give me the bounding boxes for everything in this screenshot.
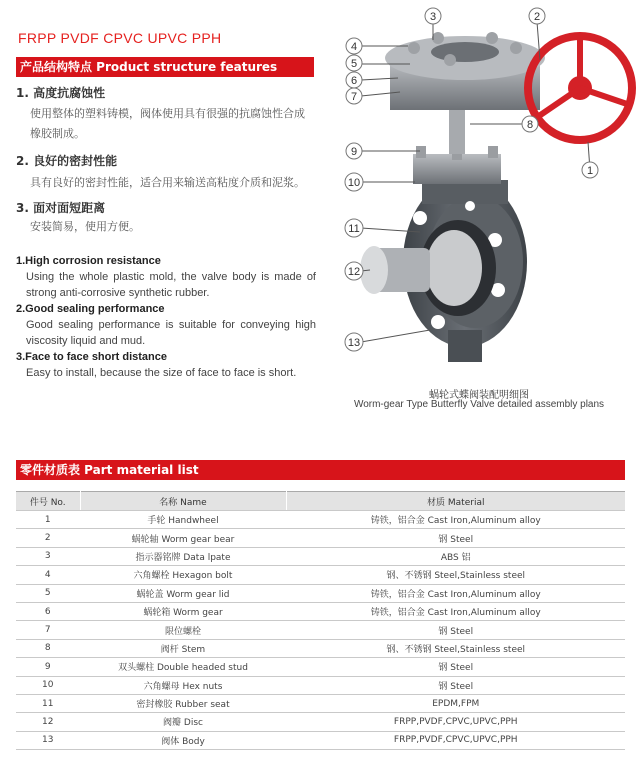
callout-7: 7 (350, 91, 358, 103)
callout-13: 13 (347, 337, 361, 349)
part-material: 铸铁，铝合金 Cast Iron,Aluminum alloy (286, 511, 625, 529)
callout-1: 1 (586, 165, 594, 177)
table-row (16, 511, 625, 529)
part-no: 11 (16, 694, 80, 712)
table-row (16, 621, 625, 639)
part-name: 指示器铭牌 Data lpate (80, 547, 286, 565)
parts-table (16, 491, 625, 750)
part-material: 铸铁，铝合金 Cast Iron,Aluminum alloy (286, 602, 625, 620)
part-material: 铸铁，铝合金 Cast Iron,Aluminum alloy (286, 584, 625, 602)
part-no: 10 (16, 676, 80, 694)
feature-cn-title-2: 2. 良好的密封性能 (16, 154, 118, 168)
part-no: 9 (16, 658, 80, 676)
part-material: 钢 Steel (286, 621, 625, 639)
part-name: 阀体 Body (80, 731, 286, 749)
header-name: 名称 Name (80, 492, 286, 511)
table-row (16, 694, 625, 712)
diagram-caption-en: Worm-gear Type Butterfly Valve detailed assembly plans (353, 399, 605, 410)
callout-12: 12 (347, 266, 361, 278)
table-row (16, 566, 625, 584)
callout-10: 10 (347, 177, 361, 189)
diagram-caption-cn: 蜗轮式蝶阀装配明细图 (429, 390, 529, 401)
part-name: 限位螺栓 (80, 621, 286, 639)
feature-cn-body-2: 具有良好的密封性能，适合用来输送高粘度介质和泥浆。 (30, 176, 305, 189)
part-material: 钢、不锈钢 Steel,Stainless steel (286, 566, 625, 584)
part-no: 7 (16, 621, 80, 639)
callout-6: 6 (350, 75, 358, 87)
part-no: 8 (16, 639, 80, 657)
part-no: 4 (16, 566, 80, 584)
callout-9: 9 (350, 146, 358, 158)
table-row (16, 584, 625, 602)
part-no: 3 (16, 547, 80, 565)
handwheel (528, 36, 632, 140)
table-row (16, 639, 625, 657)
part-material: FRPP,PVDF,CPVC,UPVC,PPH (286, 731, 625, 749)
table-row (16, 713, 625, 731)
table-row (16, 602, 625, 620)
part-name: 蜗轮轴 Worm gear bear (80, 529, 286, 547)
part-material: ABS 铝 (286, 547, 625, 565)
part-material: EPDM,FPM (286, 694, 625, 712)
part-no: 13 (16, 731, 80, 749)
table-row (16, 547, 625, 565)
worm-gearbox (385, 32, 545, 110)
part-name: 六角螺栓 Hexagon bolt (80, 566, 286, 584)
feature-en-title-2: 2.Good sealing performance (16, 303, 165, 315)
features-en (16, 253, 316, 381)
disc (426, 230, 482, 306)
feature-cn-title-3: 3. 面对面短距离 (16, 201, 106, 215)
callout-11: 11 (348, 223, 360, 235)
part-name: 双头螺柱 Double headed stud (80, 658, 286, 676)
part-no: 5 (16, 584, 80, 602)
part-material: 钢 Steel (286, 676, 625, 694)
part-name: 手轮 Handwheel (80, 511, 286, 529)
section-title-features: 产品结构特点 Product structure features (16, 57, 314, 77)
callout-5: 5 (350, 58, 358, 70)
part-no: 2 (16, 529, 80, 547)
part-name: 蜗轮箱 Worm gear (80, 602, 286, 620)
feature-cn-body-3: 安装简易，使用方便。 (30, 220, 140, 233)
feature-en-body-2: Good sealing performance is suitable for conveying high viscosity liquid and mud. (26, 319, 316, 347)
part-no: 1 (16, 511, 80, 529)
part-name: 阀杆 Stem (80, 639, 286, 657)
table-row (16, 529, 625, 547)
table-header-row (16, 492, 625, 511)
table-row (16, 731, 625, 749)
section-title-parts: 零件材质表 Part material list (16, 460, 625, 480)
part-material: 钢、不锈钢 Steel,Stainless steel (286, 639, 625, 657)
callout-8: 8 (526, 119, 534, 131)
part-material: 钢 Steel (286, 529, 625, 547)
part-name: 蜗轮盖 Worm gear lid (80, 584, 286, 602)
part-name: 密封橡胶 Rubber seat (80, 694, 286, 712)
callout-3: 3 (429, 11, 437, 23)
callout-4: 4 (350, 41, 358, 53)
feature-cn-title-1: 1. 高度抗腐蚀性 (16, 86, 106, 100)
valve-assembly-diagram (330, 0, 642, 420)
feature-en-body-1: Using the whole plastic mold, the valve body is made of strong anti-corrosive synthetic rubber. (26, 271, 316, 299)
materials-line: FRPP PVDF CPVC UPVC PPH (18, 30, 222, 46)
table-row (16, 658, 625, 676)
header-no: 件号 No. (16, 492, 80, 511)
part-material: 钢 Steel (286, 658, 625, 676)
feature-cn-body-1: 使用整体的塑料铸模，阀体使用具有很强的抗腐蚀性合成橡胶制成。 (30, 107, 305, 140)
callout-2: 2 (533, 11, 541, 23)
feature-en-title-1: 1.High corrosion resistance (16, 255, 161, 267)
part-no: 12 (16, 713, 80, 731)
feature-en-body-3: Easy to install, because the size of face to face is short. (26, 367, 297, 379)
part-material: FRPP,PVDF,CPVC,UPVC,PPH (286, 713, 625, 731)
part-name: 六角螺母 Hex nuts (80, 676, 286, 694)
feature-en-title-3: 3.Face to face short distance (16, 351, 167, 363)
header-material: 材质 Material (286, 492, 625, 511)
part-name: 阀瓣 Disc (80, 713, 286, 731)
part-no: 6 (16, 602, 80, 620)
table-row (16, 676, 625, 694)
